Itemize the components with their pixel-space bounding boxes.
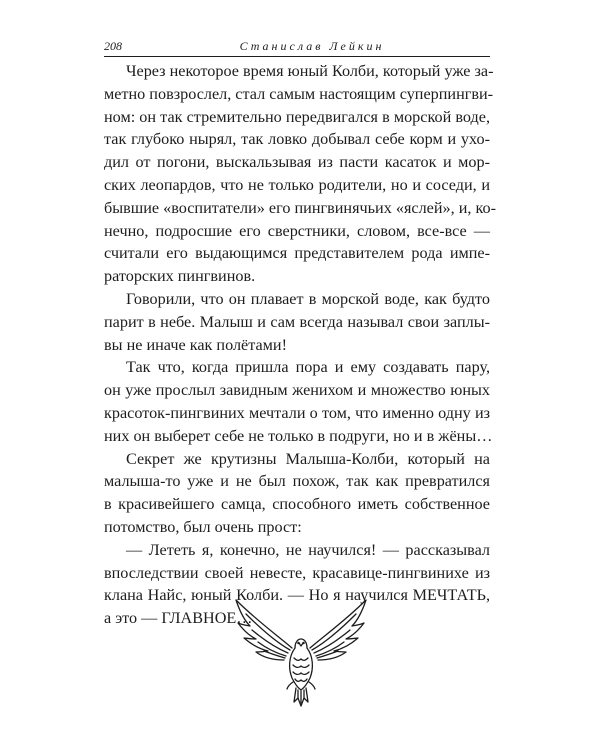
text-line: красоток-пингвиних мечтали о том, что именно одну из	[104, 403, 490, 422]
text-line: Говорили, что он плавает в морской воде, как будто	[126, 289, 490, 308]
eagle-icon	[232, 598, 370, 710]
text-line: Через некоторое время юный Колби, который уже за-	[126, 62, 494, 80]
body-text	[104, 60, 496, 630]
text-line: — Лететь я, конечно, не научился! — рассказывал	[126, 540, 490, 559]
text-line: впоследствии своей невесте, красавице-пингвинихе из	[104, 563, 490, 582]
page-header	[104, 38, 490, 57]
running-head: Станислав Лейкин	[239, 39, 385, 53]
text-line: бывшие «воспитатели» его пингвинячьих «яслей», и, ко-	[104, 198, 496, 217]
text-line: считали его выдающимся представителем рода импе-	[104, 244, 490, 263]
text-line: вы не иначе как полётами!	[104, 335, 287, 354]
text-line: клана Найс, юный Колби. — Но я научился МЕЧТАТЬ,	[104, 586, 490, 605]
text-line: раторских пингвинов.	[104, 267, 256, 286]
text-line: ских леопардов, что не только родители, но и соседи, и	[104, 175, 490, 194]
page-number: 208	[104, 39, 122, 53]
text-line: них он выберет себе не только в подруги, но и в жёны…	[104, 426, 493, 445]
text-line: в красивейшего самца, способного иметь собственное	[104, 495, 490, 514]
text-line: так глубоко нырял, так ловко добывал себе корм и ухо-	[104, 130, 490, 149]
text-line: Так что, когда пришла пора и ему создавать пару,	[126, 358, 490, 377]
text-line: парит в небе. Малыш и сам всегда называл свои заплы-	[104, 312, 490, 331]
text-line: потомство, был очень прост:	[104, 517, 302, 536]
text-line: дил от погони, выскальзывая из пасти касаток и мор-	[104, 153, 490, 172]
text-line: ном: он так стремительно передвигался в морской воде,	[104, 107, 490, 126]
text-line: Секрет же крутизны Малыша-Колби, который на	[126, 449, 490, 468]
text-line: а это — ГЛАВНОЕ…	[104, 609, 253, 628]
text-line: нечно, подросшие его сверстники, словом, все-все —	[104, 221, 490, 240]
text-line: он уже прослыл завидным женихом и множество юных	[104, 381, 490, 400]
text-line: малыша-то уже и не был похож, так как превратился	[104, 472, 490, 491]
text-line: метно повзрослел, стал самым настоящим суперпингви-	[104, 84, 494, 103]
